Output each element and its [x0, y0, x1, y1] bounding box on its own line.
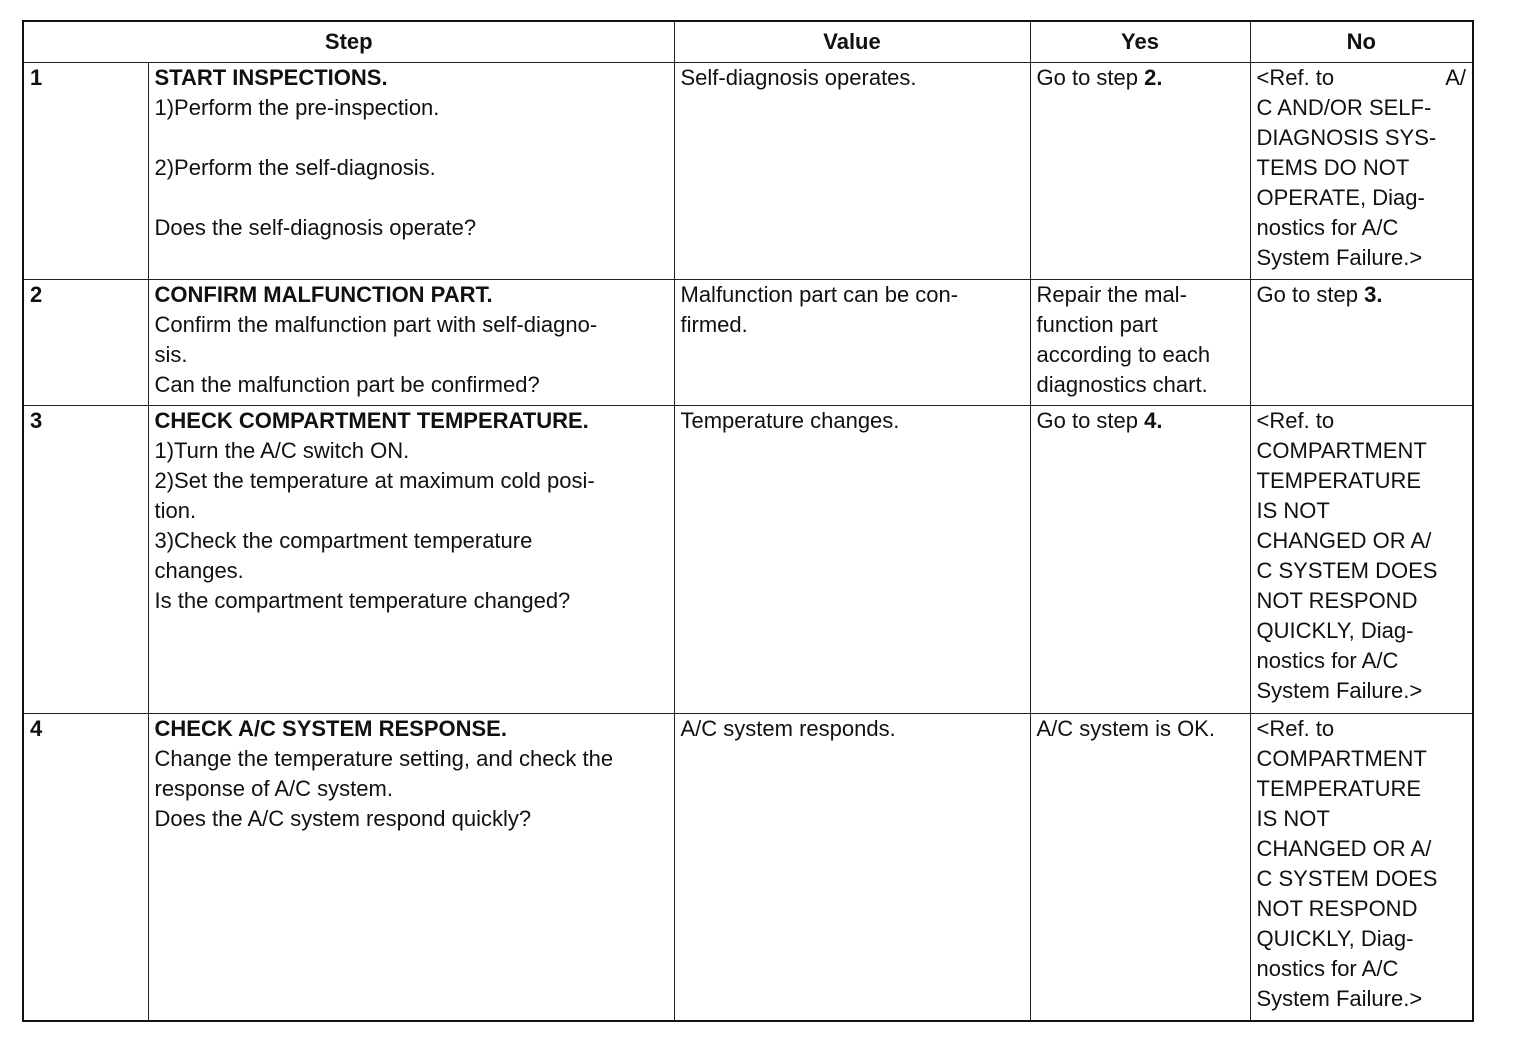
- step-line: 2)Set the temperature at maximum cold posi-: [154, 468, 595, 493]
- value-cell: [674, 406, 1030, 714]
- no-line: <Ref. to: [1256, 716, 1335, 741]
- step-description: [148, 280, 674, 406]
- step-line: Change the temperature setting, and check the: [154, 746, 614, 771]
- value-cell: [674, 714, 1030, 1021]
- step-number: 3: [23, 406, 148, 714]
- yes-line: Repair the mal-: [1036, 282, 1187, 307]
- yes-line: diagnostics chart.: [1036, 372, 1208, 397]
- no-text: Go to step: [1256, 282, 1365, 307]
- yes-text: Go to step: [1036, 65, 1145, 90]
- value-line: Malfunction part can be con-: [680, 282, 959, 307]
- header-row: [23, 21, 1473, 63]
- value-line: Self-diagnosis operates.: [680, 65, 917, 90]
- yes-line: A/C system is OK.: [1036, 716, 1215, 741]
- no-line: COMPARTMENT: [1256, 438, 1427, 463]
- step-line: Is the compartment temperature changed?: [154, 588, 571, 613]
- yes-line: function part: [1036, 312, 1158, 337]
- no-line: <Ref. to: [1256, 408, 1335, 433]
- no-line: TEMPERATURE: [1256, 776, 1422, 801]
- step-line: response of A/C system.: [154, 776, 393, 801]
- yes-cell: [1030, 280, 1250, 406]
- header-step: Step: [23, 21, 674, 63]
- table-row: [23, 280, 1473, 406]
- step-description: [148, 714, 674, 1021]
- no-line: TEMPERATURE: [1256, 468, 1422, 493]
- no-line: OPERATE, Diag-: [1256, 185, 1425, 210]
- no-line: C SYSTEM DOES: [1256, 558, 1438, 583]
- no-line: nostics for A/C: [1256, 215, 1399, 240]
- no-ref-ac: A/: [1445, 65, 1466, 90]
- no-line: IS NOT: [1256, 806, 1330, 831]
- no-first-line: [1257, 63, 1467, 93]
- no-line: nostics for A/C: [1256, 956, 1399, 981]
- no-step-ref: 3.: [1364, 282, 1383, 307]
- no-line: C AND/OR SELF-: [1256, 95, 1432, 120]
- step-line: 2)Perform the self-diagnosis.: [154, 155, 436, 180]
- step-line: 1)Perform the pre-inspection.: [154, 95, 440, 120]
- yes-cell: [1030, 406, 1250, 714]
- step-number: 4: [23, 714, 148, 1021]
- value-line: Temperature changes.: [680, 408, 900, 433]
- yes-line: according to each: [1036, 342, 1211, 367]
- step-line: Confirm the malfunction part with self-diagno-: [154, 312, 598, 337]
- step-line: sis.: [154, 342, 188, 367]
- no-line: nostics for A/C: [1256, 648, 1399, 673]
- no-line: QUICKLY, Diag-: [1256, 926, 1414, 951]
- no-line: COMPARTMENT: [1256, 746, 1427, 771]
- step-line: changes.: [154, 558, 244, 583]
- no-cell: [1250, 280, 1473, 406]
- no-line: QUICKLY, Diag-: [1256, 618, 1414, 643]
- yes-cell: [1030, 714, 1250, 1021]
- step-line: 1)Turn the A/C switch ON.: [154, 438, 410, 463]
- no-cell: [1250, 63, 1473, 280]
- no-cell: [1250, 406, 1473, 714]
- step-description: [148, 406, 674, 714]
- value-line: firmed.: [680, 312, 748, 337]
- step-description: [148, 63, 674, 280]
- no-line: CHANGED OR A/: [1256, 528, 1432, 553]
- step-title: CHECK A/C SYSTEM RESPONSE.: [154, 716, 507, 741]
- no-cell: [1250, 714, 1473, 1021]
- step-number: 2: [23, 280, 148, 406]
- yes-step-ref: 2.: [1144, 65, 1163, 90]
- no-line: IS NOT: [1256, 498, 1330, 523]
- value-line: A/C system responds.: [680, 716, 896, 741]
- yes-cell: [1030, 63, 1250, 280]
- yes-step-ref: 4.: [1144, 408, 1163, 433]
- diagnostic-table: [22, 20, 1474, 1022]
- no-line: System Failure.>: [1256, 986, 1423, 1011]
- no-line: DIAGNOSIS SYS-: [1256, 125, 1437, 150]
- step-line: Can the malfunction part be confirmed?: [154, 372, 540, 397]
- table-row: [23, 406, 1473, 714]
- header-yes: Yes: [1030, 21, 1250, 63]
- no-line: NOT RESPOND: [1256, 896, 1418, 921]
- value-cell: [674, 63, 1030, 280]
- header-no: No: [1250, 21, 1473, 63]
- step-spacer: [155, 183, 668, 213]
- value-cell: [674, 280, 1030, 406]
- no-line: TEMS DO NOT: [1256, 155, 1410, 180]
- step-number: 1: [23, 63, 148, 280]
- no-ref-open: <Ref. to: [1256, 65, 1335, 90]
- no-line: System Failure.>: [1256, 245, 1423, 270]
- header-value: Value: [674, 21, 1030, 63]
- step-line: tion.: [154, 498, 197, 523]
- table-row: [23, 714, 1473, 1021]
- step-title: START INSPECTIONS.: [154, 65, 388, 90]
- step-line: Does the A/C system respond quickly?: [154, 806, 532, 831]
- step-title: CHECK COMPARTMENT TEMPERATURE.: [154, 408, 589, 433]
- no-line: System Failure.>: [1256, 678, 1423, 703]
- step-title: CONFIRM MALFUNCTION PART.: [154, 282, 493, 307]
- step-line: Does the self-diagnosis operate?: [154, 215, 477, 240]
- no-line: C SYSTEM DOES: [1256, 866, 1438, 891]
- step-line: 3)Check the compartment temperature: [154, 528, 533, 553]
- no-line: NOT RESPOND: [1256, 588, 1418, 613]
- step-spacer: [155, 123, 668, 153]
- yes-text: Go to step: [1036, 408, 1145, 433]
- table-row: [23, 63, 1473, 280]
- no-line: CHANGED OR A/: [1256, 836, 1432, 861]
